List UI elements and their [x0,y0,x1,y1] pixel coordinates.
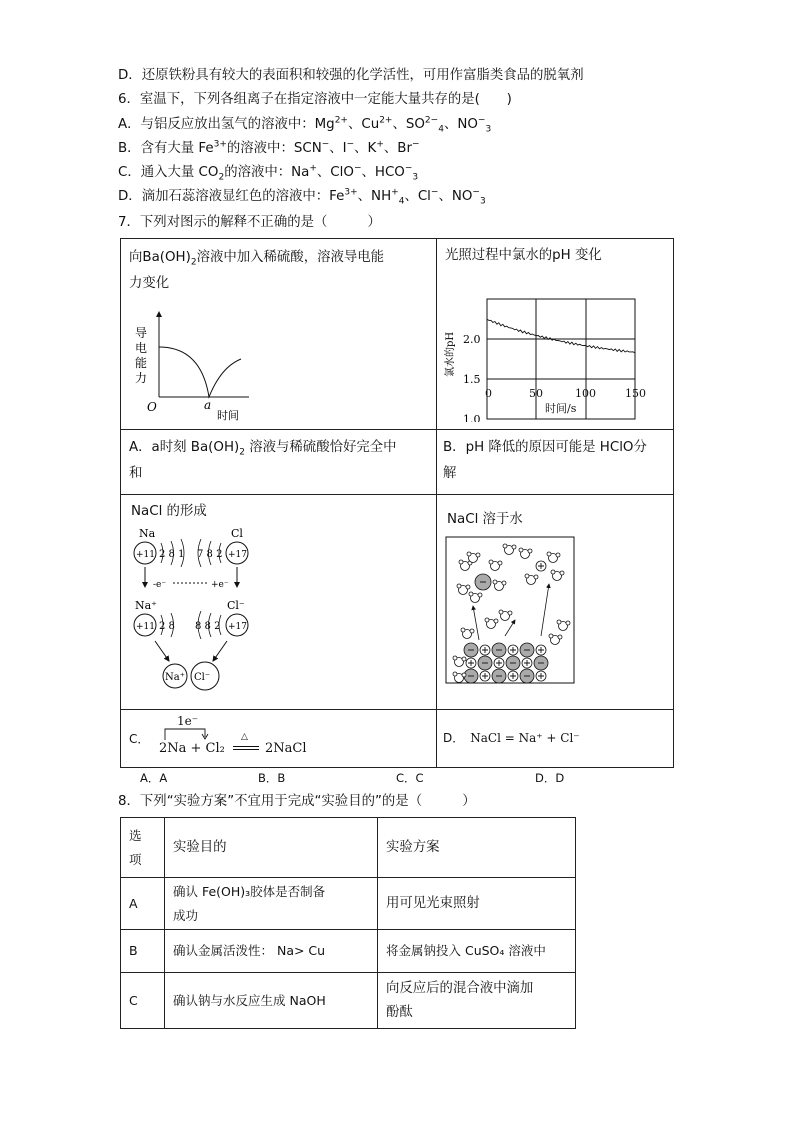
particle [462,673,466,677]
particle [453,656,457,660]
particle [558,635,562,639]
q6-option-a: A．与铝反应放出氢气的溶液中：$Mg^{2+}$、$Cu^{2+}$、$SO^{2-}_4$、$NO^-_3$ [118,115,492,135]
svg-text:氯水的pH: 氯水的pH [445,331,456,377]
particle [469,592,473,596]
particle [502,581,506,585]
option-d-q5: D．还原铁粉具有较大的表面积和较强的化学活性，可用作富脂类食品的脱氧剂 [118,68,584,83]
particle [459,560,463,564]
question-7: 7．下列对图示的解释不正确的是（ ） [118,215,381,230]
svg-text:7 8 2: 7 8 2 [197,549,223,560]
particle [508,611,512,615]
svg-text:Na: Na [139,527,156,540]
particle [485,618,489,622]
nacl-dissolution-diagram [445,536,577,686]
particle [525,574,529,578]
particle [466,585,470,589]
svg-text:+17: +17 [228,550,247,560]
svg-text:O: O [147,400,157,414]
particle [557,620,561,624]
nacl-formation-diagram [127,523,267,698]
svg-text:2 8: 2 8 [159,621,175,632]
table-header-row: 选 项 实验目的 实验方案 [121,818,576,878]
q7-option-d[interactable]: D．D [535,771,565,785]
q7-figure-table: 向$Ba(OH)_2$溶液中加入稀硫酸，溶液导电能 力变化 导 电 能 力 O a 时间 光照过程中氯水的pH 变化 2.0 1.5 1.0 氯水的pH 0 50 100 150 时间/s A．a时刻 $Ba(OH)_2$ 溶液与稀硫酸恰好完全中 和 B．pH 降低的原因可能是 HClO分 解 NaCl 的形成 Na Cl +11 2 8 1 +17 7 8 2 -e⁻ +e⁻ Na⁺ Cl⁻ +11 2 8 +17 8 8 2 Na⁺ Cl⁻ NaCl 溶于水 C． 1e⁻ 2Na + Cl₂ △ 2NaCl D． NaCl = Na⁺ + Cl⁻ [120,238,674,768]
particle [476,553,480,557]
q7-b-title: 光照过程中氯水的pH 变化 [445,248,602,263]
particle [493,580,497,584]
svg-text:8 8 2: 8 8 2 [195,621,221,632]
particle [566,621,570,625]
particle [453,672,457,676]
ph-series-line [487,319,635,353]
particle [478,593,482,597]
particle [560,571,564,575]
q7-option-b[interactable]: B．B [258,771,286,785]
particle [494,619,498,623]
conductivity-diagram [131,307,271,422]
particle [528,549,532,553]
q7-c-equation: C． 1e⁻ 2Na + Cl₂ △ 2NaCl [129,714,307,756]
q6-option-c: C．通入大量 $CO_2$的溶液中：Na+、ClO−、$HCO^-_3$ [118,163,419,183]
svg-text:+11: +11 [136,550,155,560]
table-row: A 确认 Fe(OH)₃胶体是否制备 成功 用可见光束照射 [121,878,576,930]
q7-c-title: NaCl 的形成 [131,504,207,519]
particle [489,560,493,564]
q8-table [120,817,576,1029]
question-6: 6．室温下，下列各组离子在指定溶液中一定能大量共存的是( ) [118,92,512,107]
q7-b-explanation: B．pH 降低的原因可能是 HClO分 解 [443,440,647,481]
svg-text:2 8 1: 2 8 1 [159,549,185,560]
q7-option-a[interactable]: A．A [140,771,168,785]
svg-text:Cl⁻: Cl⁻ [227,599,245,612]
particle [462,657,466,661]
svg-text:-e⁻: -e⁻ [153,580,167,590]
ylabel-char: 导 [135,326,148,340]
svg-text:时间: 时间 [217,409,239,422]
particle [519,548,523,552]
svg-text:a: a [204,398,212,412]
ylabel-char: 力 [135,371,148,385]
svg-text:+11: +11 [136,622,155,632]
particle [499,610,503,614]
svg-text:2.0: 2.0 [463,333,481,346]
particle [512,545,516,549]
q7-option-c[interactable]: C．C [396,771,424,785]
svg-text:Na⁺: Na⁺ [135,599,157,612]
svg-text:Na⁺: Na⁺ [165,672,185,683]
particle [461,628,465,632]
particle [467,552,471,556]
q7-d-equation: D． NaCl = Na⁺ + Cl⁻ [443,731,580,745]
svg-text:+e⁻: +e⁻ [211,580,229,590]
svg-text:1.5: 1.5 [463,373,481,386]
particle [503,544,507,548]
svg-text:Cl: Cl [231,527,243,540]
table-row: B 确认金属活泼性： Na> Cu 将金属钠投入 CuSO₄ 溶液中 [121,930,576,973]
particle [457,584,461,588]
q6-option-d: D．滴加石蕊溶液显红色的溶液中：$Fe^{3+}$、$NH^+_4$、Cl−、$NO^-_3$ [118,187,486,207]
q7-d-title: NaCl 溶于水 [447,512,523,527]
particle [551,570,555,574]
particle [549,634,553,638]
particle [470,629,474,633]
ylabel-char: 电 [135,341,148,355]
particle [556,553,560,557]
svg-text:1.0: 1.0 [463,413,481,422]
particle [547,552,551,556]
svg-text:+17: +17 [228,622,247,632]
q7-a-title: 向$Ba(OH)_2$溶液中加入稀硫酸，溶液导电能 力变化 [129,250,385,291]
svg-text:Cl⁻: Cl⁻ [194,672,211,683]
particle [534,575,538,579]
q6-option-b: B．含有大量 $Fe^{3+}$的溶液中：SCN−、I−、K+、Br− [118,139,420,156]
ylabel-char: 能 [135,356,148,370]
q7-a-explanation: A．a时刻 $Ba(OH)_2$ 溶液与稀硫酸恰好完全中 和 [129,440,397,481]
ph-chart [441,277,641,422]
particle [498,561,502,565]
table-row: C 确认钠与水反应生成 NaOH 向反应后的混合液中滴加 酚酞 [121,973,576,1029]
question-8: 8．下列“实验方案”不宜用于完成“实验目的”的是（ ） [118,794,476,809]
